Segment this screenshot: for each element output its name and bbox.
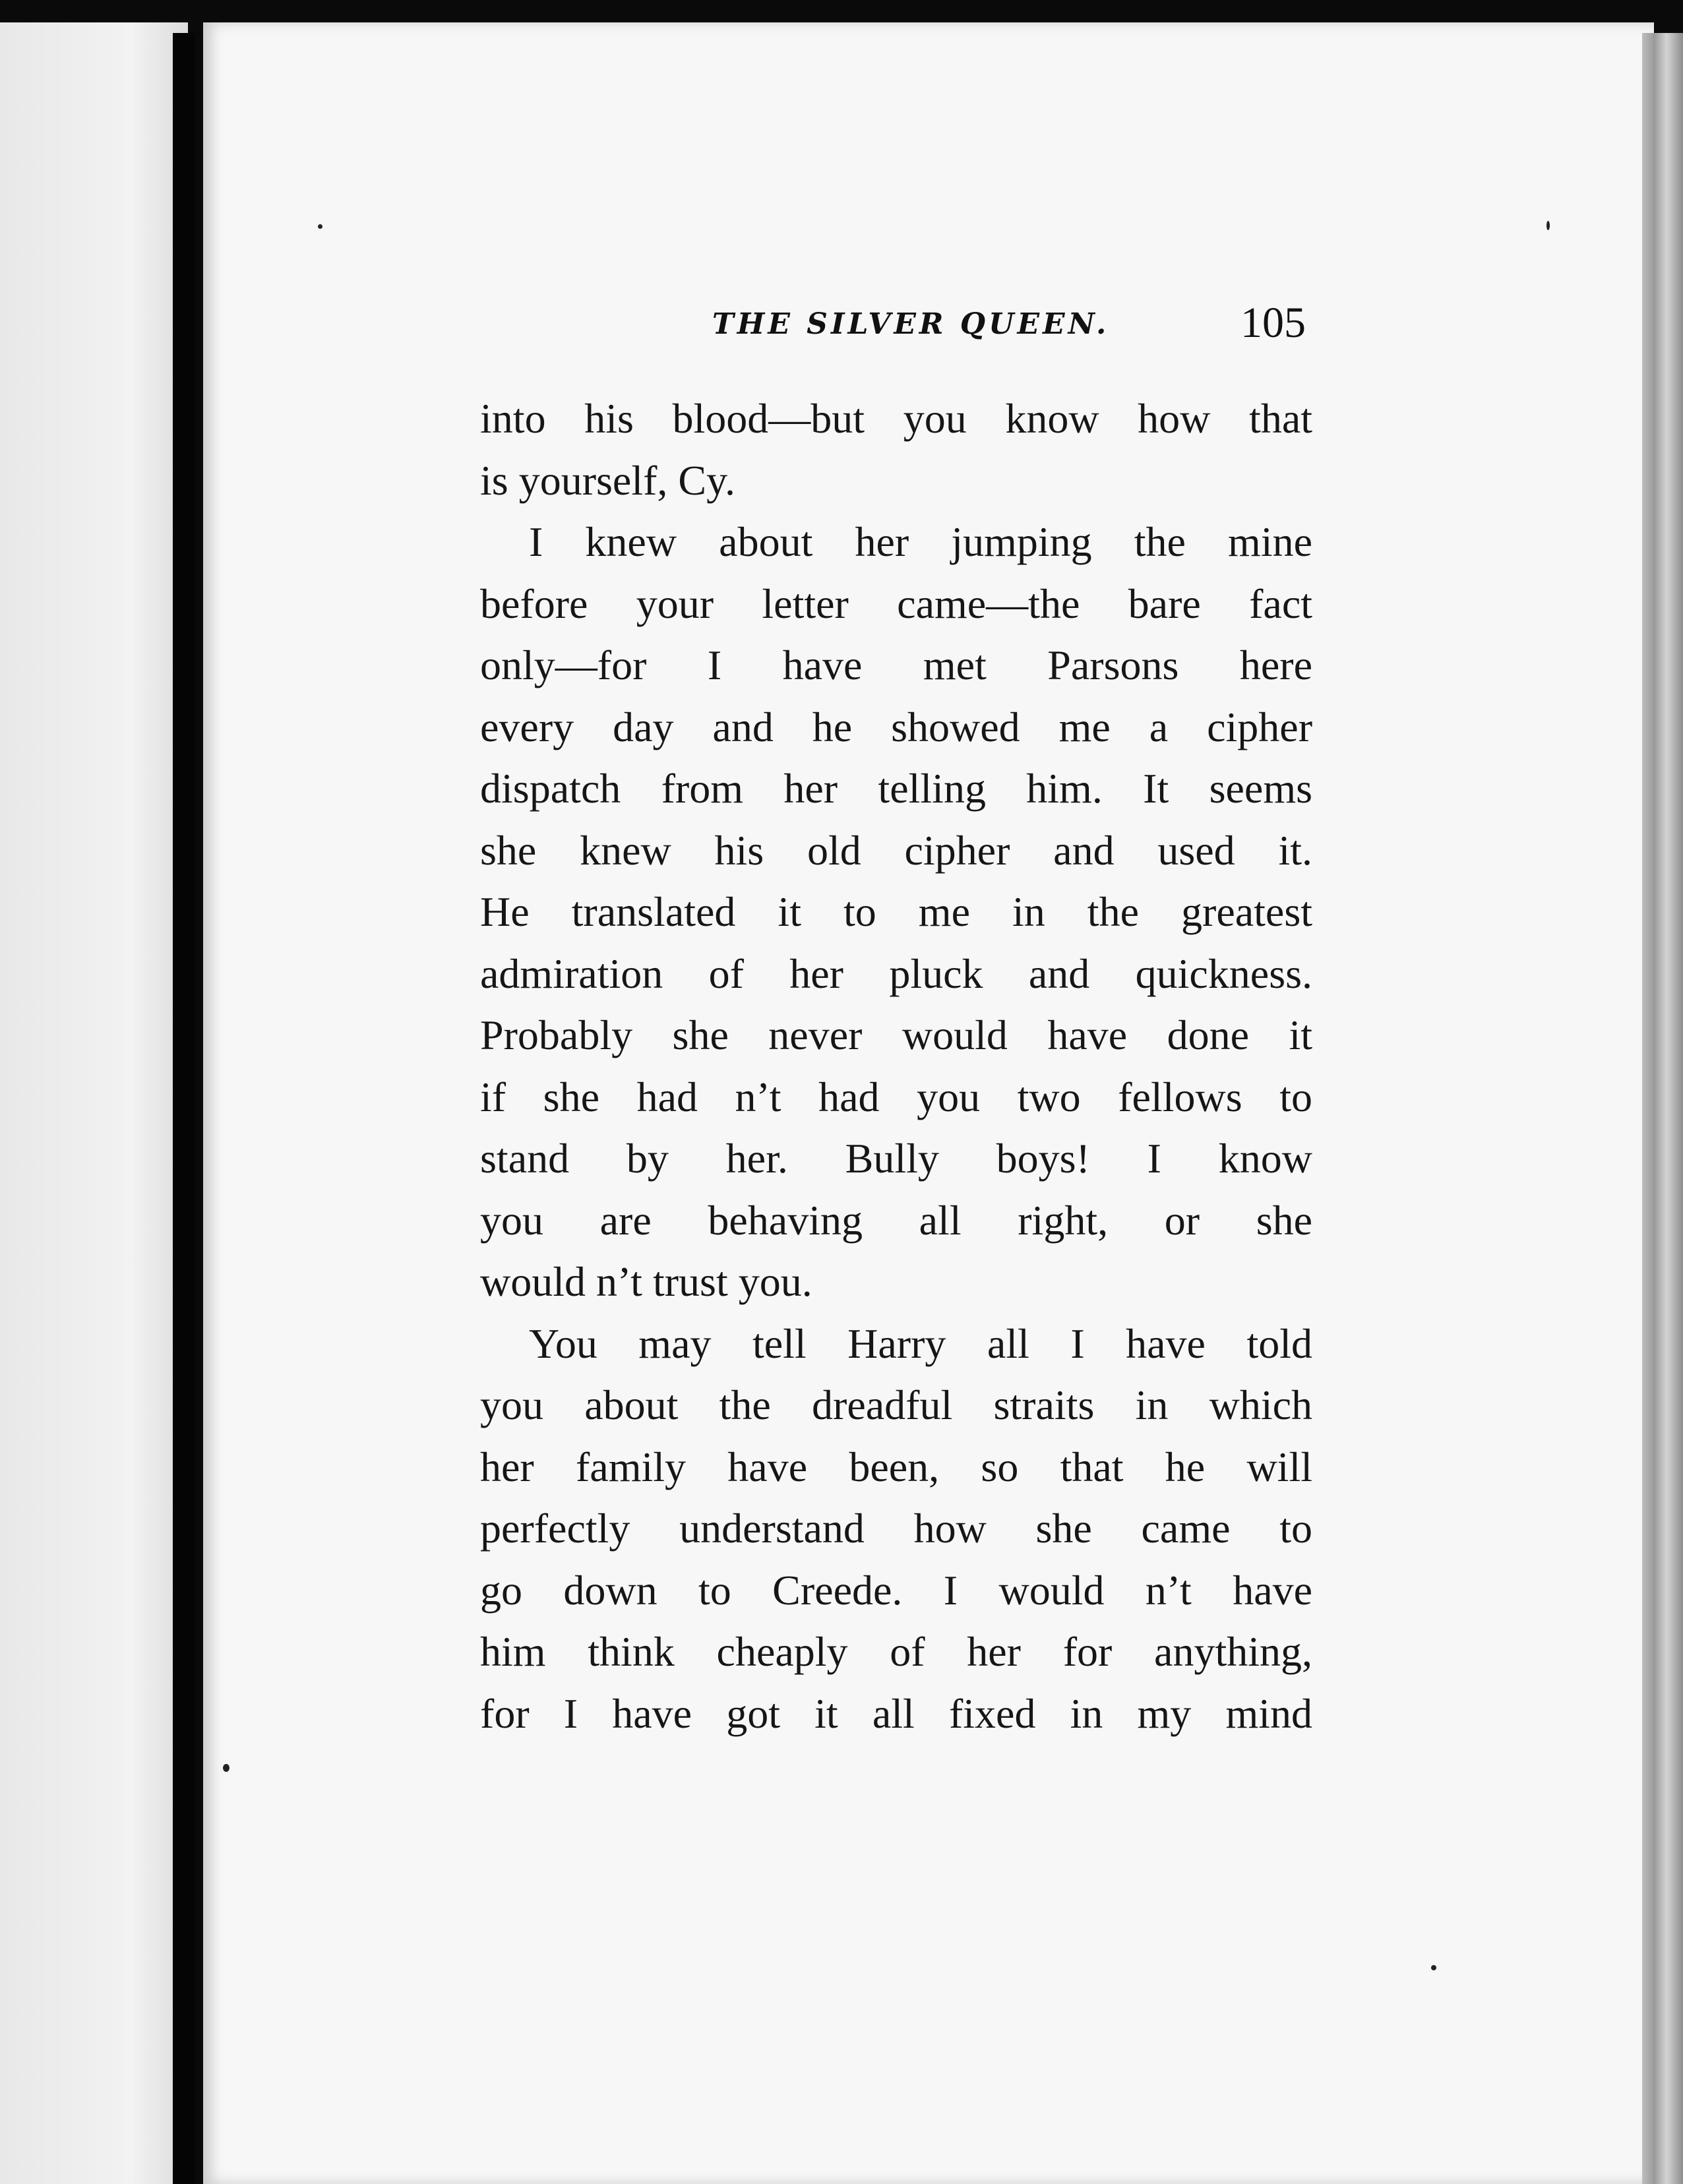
text-line: her family have been, so that he will [480,1443,1312,1490]
text-line: admiration of her pluck and quickness. [480,950,1312,997]
text-line: every day and he showed me a cipher [480,703,1312,750]
text-line: would n’t trust you. [480,1258,812,1305]
text-line: is yourself, Cy. [480,456,735,504]
dust-speck [318,224,322,229]
text-line: you about the dreadful straits in which [480,1381,1312,1428]
page-edges [1642,33,1683,2184]
text-line: dispatch from her telling him. It seems [480,765,1312,812]
body-text [480,388,1312,1744]
text-line: for I have got it all fixed in my mind [480,1689,1312,1737]
text-line: I knew about her jumping the mine [529,518,1312,565]
text-line: she knew his old cipher and used it. [480,826,1312,874]
dust-speck [1546,221,1550,230]
text-line: stand by her. Bully boys! I know [480,1135,1312,1182]
text-line: you are behaving all right, or she [480,1196,1312,1244]
page-header [706,298,1306,351]
text-line: perfectly understand how she came to [480,1505,1312,1552]
left-page-edge [0,22,188,2184]
text-line: into his blood—but you know how that [480,395,1312,442]
text-line: only—for I have met Parsons here [480,642,1312,688]
text-line: go down to Creede. I would n’t have [480,1566,1312,1614]
text-line: if she had n’t had you two fellows to [480,1073,1312,1120]
text-line: before your letter came—the bare fact [480,580,1312,627]
running-title: THE SILVER QUEEN. [712,307,1110,341]
text-line: him think cheaply of her for anything, [480,1628,1312,1675]
page-number: 105 [1240,299,1306,347]
text-line: You may tell Harry all I have told [529,1320,1312,1367]
book-gutter [173,33,195,2184]
dust-speck [223,1764,229,1772]
text-line: Probably she never would have done it [480,1012,1312,1058]
text-line: He translated it to me in the greatest [480,888,1312,935]
dust-speck [1431,1965,1436,1970]
